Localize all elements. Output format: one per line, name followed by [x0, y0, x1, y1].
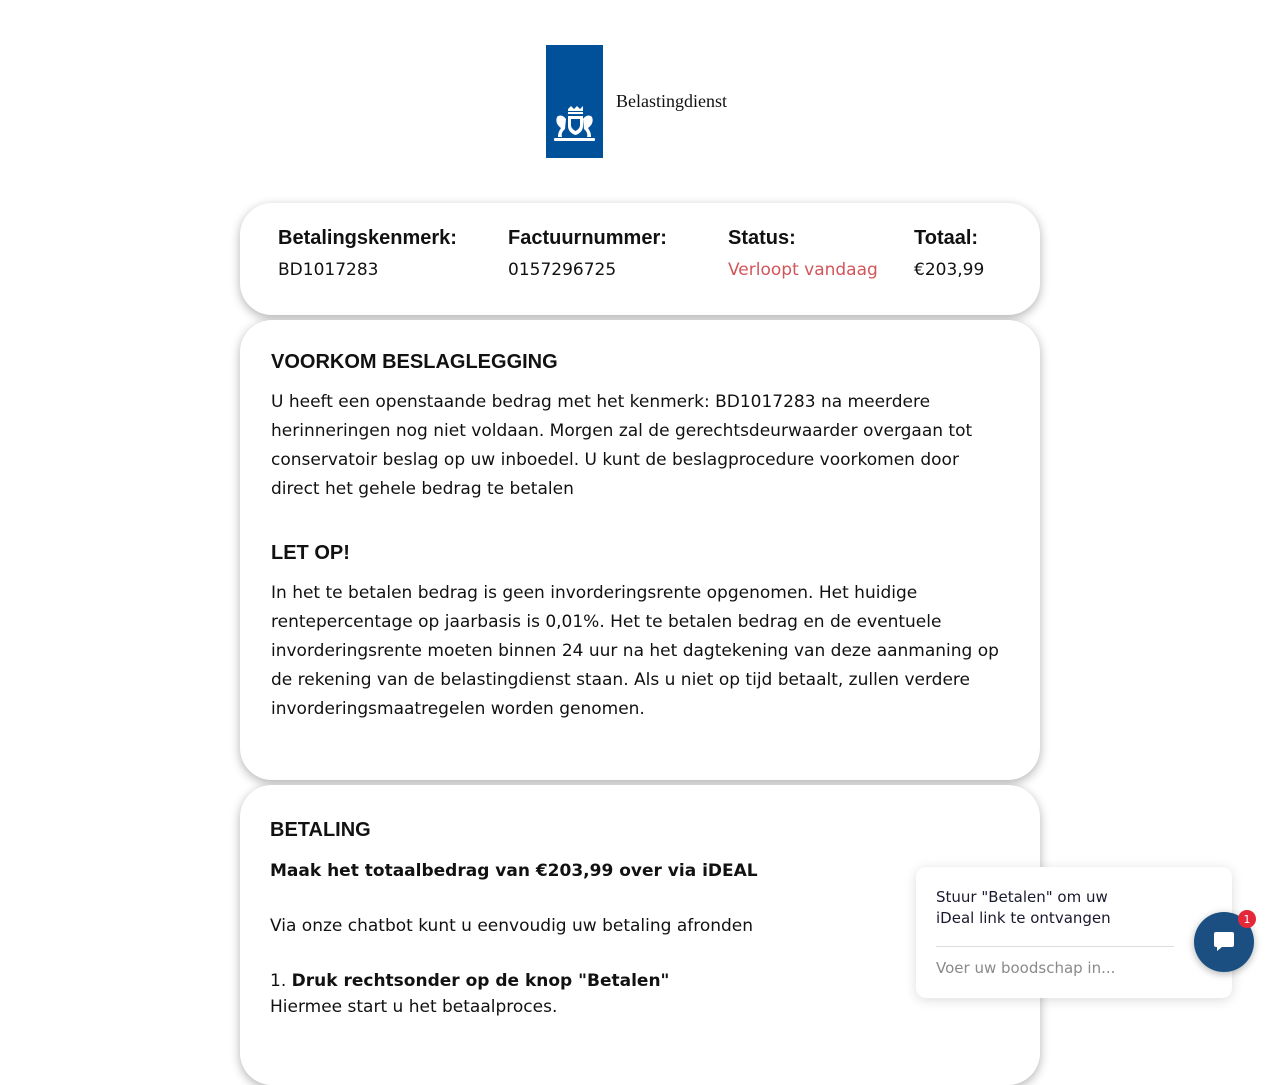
brand-name: Belastingdienst — [616, 91, 727, 111]
total-column — [914, 227, 984, 280]
notice-card — [240, 320, 1040, 780]
total-value: €203,99 — [914, 260, 985, 280]
seizure-text: U heeft een openstaande bedrag met het kenmerk: BD1017283 na meerdere herinneringen nog niet voldaan. Morgen zal de gerechtsdeurwaarder overgaan tot conservatoir beslag op uw inboedel. U kunt de beslagprocedure voorkomen door direct het gehele bedrag te betalen — [271, 392, 973, 499]
payment-intro: Via onze chatbot kunt u eenvoudig uw betaling afronden — [270, 916, 754, 936]
chat-popup — [916, 867, 1232, 998]
reference-column — [278, 227, 457, 280]
logo — [546, 45, 727, 158]
invoice-label: Factuurnummer: — [508, 227, 667, 249]
step-1-number: 1. — [270, 971, 287, 991]
step-1 — [270, 971, 1010, 991]
reference-value: BD1017283 — [278, 260, 379, 280]
total-label: Totaal: — [914, 227, 979, 249]
chat-message-input[interactable] — [936, 959, 1166, 977]
step-1-detail: Hiermee start u het betaalproces. — [270, 997, 558, 1017]
chat-divider — [936, 946, 1174, 947]
seizure-heading: VOORKOM BESLAGLEGGING — [271, 351, 558, 373]
attention-heading: LET OP! — [271, 542, 350, 564]
invoice-column — [508, 227, 667, 280]
chat-message: Stuur "Betalen" om uw iDeal link te ontvangen — [936, 888, 1111, 927]
payment-subheading: Maak het totaalbedrag van €203,99 over via iDEAL — [270, 861, 758, 881]
invoice-summary-card — [240, 203, 1040, 315]
attention-text: In het te betalen bedrag is geen invorderingsrente opgenomen. Het huidige rentepercentage op jaarbasis is 0,01%. Het te betalen bedrag en de eventuele invorderingsrente moeten binnen 24 uur na het dagtekening van deze aanmaning op de rekening van de belastingdienst staan. Als u niet op tijd betaalt, zullen verdere invorderingsmaatregelen worden genomen. — [271, 583, 999, 719]
invoice-value: 0157296725 — [508, 260, 617, 280]
step-1-text: Druk rechtsonder op de knop "Betalen" — [291, 971, 670, 991]
unread-badge: 1 — [1238, 910, 1256, 928]
logo-emblem — [546, 45, 603, 158]
status-value: Verloopt vandaag — [728, 260, 878, 280]
status-label: Status: — [728, 227, 796, 249]
coat-of-arms-icon — [551, 105, 598, 145]
status-column — [728, 227, 878, 280]
payment-heading: BETALING — [270, 819, 371, 841]
reference-label: Betalingskenmerk: — [278, 227, 457, 249]
chat-bubble-icon — [1212, 930, 1236, 954]
